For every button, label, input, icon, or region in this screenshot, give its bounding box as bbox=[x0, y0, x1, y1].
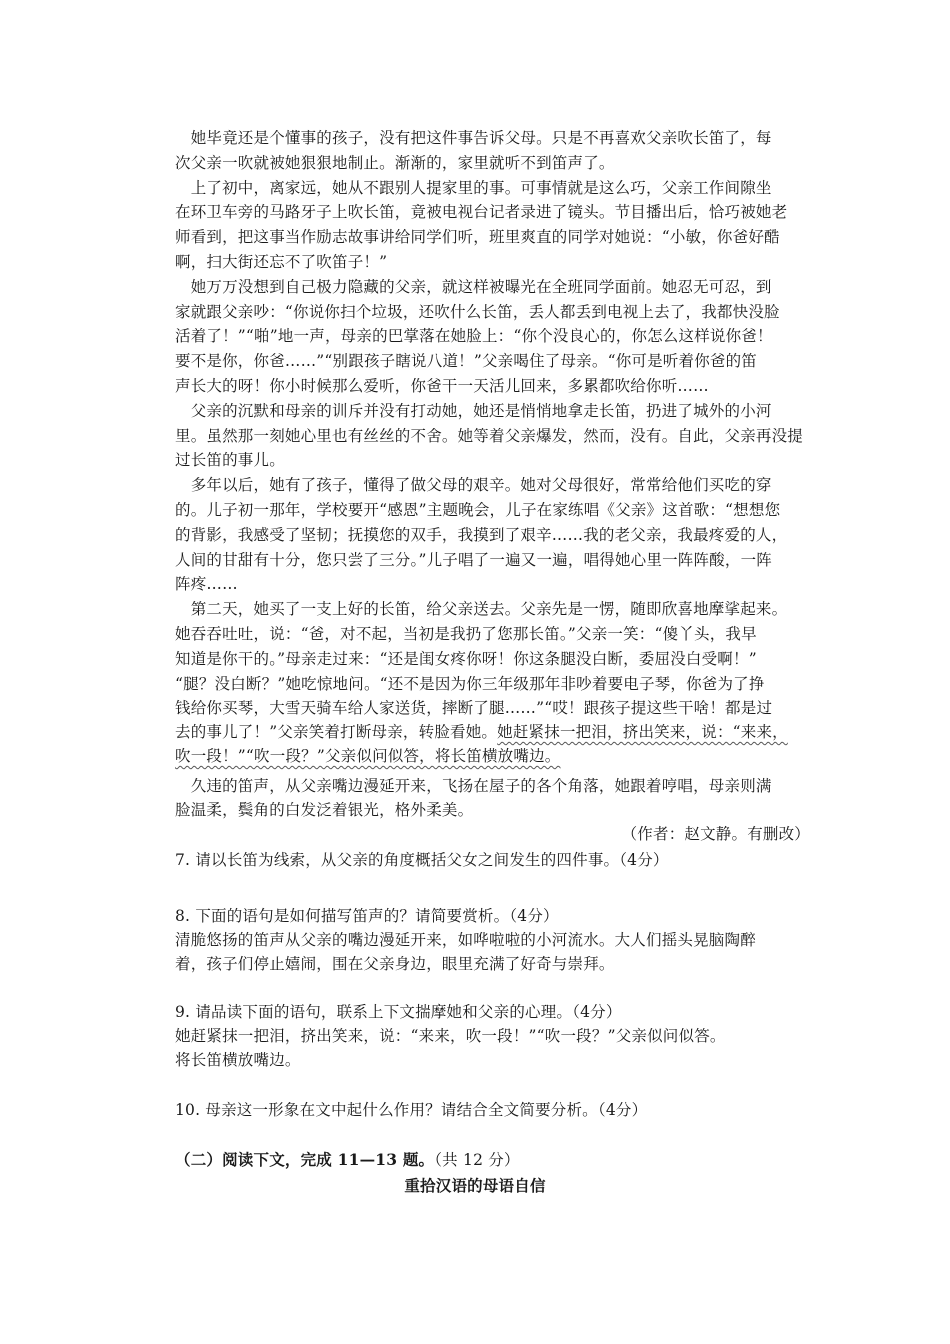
passage-line: 的。儿子初一那年，学校要开“感恩”主题晚会，儿子在家练唱《父亲》这首歌：“想想您 bbox=[175, 501, 781, 519]
passage-line: 过长笛的事儿。 bbox=[175, 451, 285, 470]
question-10: 10. 母亲这一形象在文中起什么作用？请结合全文简要分析。（4分） bbox=[175, 1101, 648, 1119]
passage-line: 里。虽然那一刻她心里也有丝丝的不舍。她等着父亲爆发，然而，没有。自此，父亲再没提 bbox=[175, 426, 804, 445]
section-heading-score: （共 12 分） bbox=[434, 1151, 520, 1169]
passage-line: 活着了！”“啪”地一声，母亲的巴掌落在她脸上：“你个没良心的，你怎么这样说你爸！ bbox=[175, 327, 773, 346]
passage-line: 她万万没想到自己极力隐藏的父亲，就这样被曝光在全班同学面前。她忍无可忍，到 bbox=[175, 277, 772, 296]
passage-line: 的背影，我感受了坚韧；抚摸您的双手，我摸到了艰辛……我的老父亲，我最疼爱的人， bbox=[175, 525, 788, 544]
passage-line: 阵疼…… bbox=[175, 575, 238, 594]
wavy-underlined-sentence: 她赶紧抹一把泪，挤出笑来，说：“来来， bbox=[497, 723, 788, 741]
article-title: 重拾汉语的母语自信 bbox=[404, 1176, 546, 1195]
passage-line: 声长大的呀！你小时候那么爱听，你爸干一天活儿回来，多累都吹给你听…… bbox=[175, 377, 709, 395]
passage-line: 上了初中，离家远，她从不跟别人提家里的事。可事情就是这么巧，父亲工作间隙坐 bbox=[175, 178, 772, 197]
passage-line: 她吞吞吐吐，说：“爸，对不起，当初是我扔了您那长笛。”父亲一笑：“傻丫头，我早 bbox=[175, 625, 757, 643]
passage-line: 在环卫车旁的马路牙子上吹长笛，竟被电视台记者录进了镜头。节目播出后，恰巧被她老 bbox=[175, 203, 788, 222]
passage-line: 知道是你干的。”母亲走过来：“还是闺女疼你呀！你这条腿没白断，委屈没白受啊！” bbox=[175, 649, 757, 668]
question-8-quote: 着，孩子们停止嬉闹，围在父亲身边，眼里充满了好奇与崇拜。 bbox=[175, 955, 615, 973]
section-heading-bold: （二）阅读下文，完成 11—13 题。 bbox=[175, 1150, 435, 1169]
question-7: 7. 请以长笛为线索，从父亲的角度概括父女之间发生的四件事。（4分） bbox=[175, 851, 669, 869]
passage-line: 人间的甘甜有十分，您只尝了三分。”儿子唱了一遍又一遍，唱得她心里一阵阵酸，一阵 bbox=[175, 550, 772, 569]
closing-line: 脸温柔，鬓角的白发泛着银光，格外柔美。 bbox=[175, 801, 474, 819]
question-8: 8. 下面的语句是如何描写笛声的？请简要赏析。（4分） bbox=[175, 907, 559, 925]
passage-line: 家就跟父亲吵：“你说你扫个垃圾，还吹什么长笛，丢人都丢到电视上去了，我都快没脸 bbox=[175, 302, 780, 321]
question-8-quote: 清脆悠扬的笛声从父亲的嘴边漫延开来，如哗啦啦的小河流水。大人们摇头晃脑陶醉 bbox=[175, 931, 756, 949]
question-9-quote: 她赶紧抹一把泪，挤出笑来，说：“来来，吹一段！”“吹一段？”父亲似问似答。 bbox=[175, 1027, 726, 1045]
attribution: （作者：赵文静。有删改） bbox=[621, 825, 810, 843]
passage-line: 啊，扫大街还忘不了吹笛子！” bbox=[175, 253, 388, 271]
passage-line: “腿？没白断？”她吃惊地问。“还不是因为你三年级那年非吵着要电子琴，你爸为了挣 bbox=[175, 674, 765, 693]
question-9-quote: 将长笛横放嘴边。 bbox=[175, 1051, 301, 1069]
passage-line: 父亲的沉默和母亲的训斥并没有打动她，她还是悄悄地拿走长笛，扔进了城外的小河 bbox=[175, 401, 772, 420]
passage-line: 次父亲一吹就被她狠狠地制止。渐渐的，家里就听不到笛声了。 bbox=[175, 153, 615, 172]
passage-line-mixed bbox=[175, 720, 815, 744]
passage-line: 要不是你，你爸……”“别跟孩子瞎说八道！”父亲喝住了母亲。“你可是听着你爸的笛 bbox=[175, 352, 757, 371]
passage-line: 第二天，她买了一支上好的长笛，给父亲送去。父亲先是一愣，随即欣喜地摩挲起来。 bbox=[175, 600, 788, 619]
passage-text-plain: 去的事儿了！”父亲笑着打断母亲，转脸看她。 bbox=[175, 723, 498, 741]
passage-line-wave bbox=[175, 744, 815, 768]
passage-line: 钱给你买琴，大雪天骑车给人家送货，摔断了腿……”“哎！跟孩子提这些干啥！都是过 bbox=[175, 699, 773, 718]
closing-line: 久违的笛声，从父亲嘴边漫延开来，飞扬在屋子的各个角落，她跟着哼唱，母亲则满 bbox=[175, 777, 772, 795]
section-heading bbox=[175, 1148, 815, 1172]
passage-line: 她毕竟还是个懂事的孩子，没有把这件事告诉父母。只是不再喜欢父亲吹长笛了，每 bbox=[175, 129, 772, 147]
passage-line: 师看到，把这事当作励志故事讲给同学们听，班里爽直的同学对她说：“小敏，你爸好酷 bbox=[175, 228, 780, 247]
passage-line: 多年以后，她有了孩子，懂得了做父母的艰辛。她对父母很好，常常给他们买吃的穿 bbox=[175, 476, 772, 495]
wavy-underlined-sentence-cont: 吹一段！”“吹一段？”父亲似问似答，将长笛横放嘴边。 bbox=[175, 747, 561, 765]
question-9: 9. 请品读下面的语句，联系上下文揣摩她和父亲的心理。（4分） bbox=[175, 1003, 622, 1021]
